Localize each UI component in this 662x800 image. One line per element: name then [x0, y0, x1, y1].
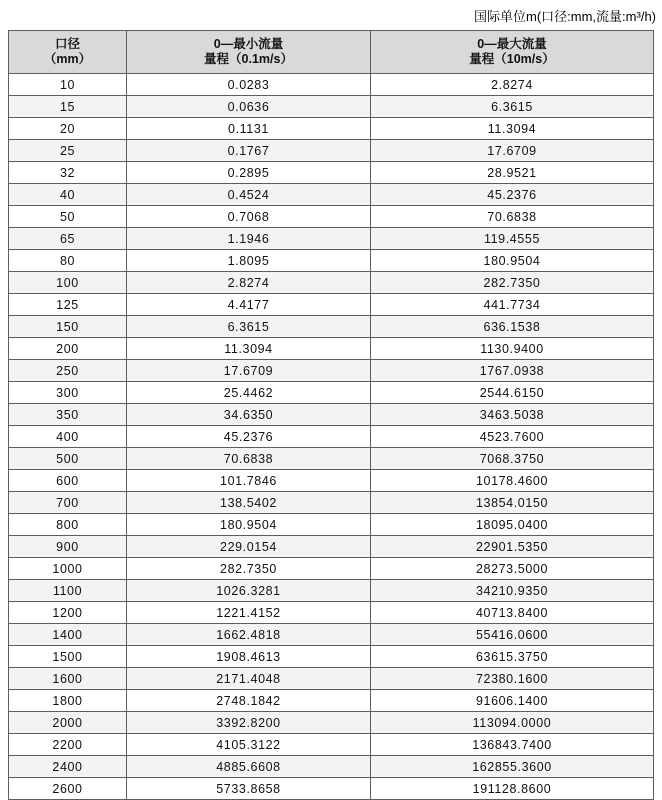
cell-max-flow: 91606.1400 [371, 690, 654, 712]
cell-min-flow: 25.4462 [127, 382, 371, 404]
cell-diameter: 20 [9, 118, 127, 140]
cell-max-flow: 45.2376 [371, 184, 654, 206]
cell-max-flow: 17.6709 [371, 140, 654, 162]
cell-diameter: 800 [9, 514, 127, 536]
column-header-min-flow-line2: 量程（0.1m/s） [204, 52, 293, 66]
cell-min-flow: 1221.4152 [127, 602, 371, 624]
cell-diameter: 1100 [9, 580, 127, 602]
table-row [9, 294, 654, 316]
cell-min-flow: 180.9504 [127, 514, 371, 536]
cell-min-flow: 4885.6608 [127, 756, 371, 778]
column-header-max-flow [371, 31, 654, 74]
cell-max-flow: 2.8274 [371, 74, 654, 96]
table-row [9, 558, 654, 580]
cell-max-flow: 10178.4600 [371, 470, 654, 492]
cell-max-flow: 63615.3750 [371, 646, 654, 668]
cell-diameter: 1800 [9, 690, 127, 712]
table-row [9, 206, 654, 228]
column-header-diameter [9, 31, 127, 74]
cell-diameter: 350 [9, 404, 127, 426]
cell-diameter: 32 [9, 162, 127, 184]
table-row [9, 514, 654, 536]
column-header-min-flow-line1: 0—最小流量 [213, 37, 284, 51]
cell-max-flow: 162855.3600 [371, 756, 654, 778]
table-row [9, 602, 654, 624]
cell-diameter: 1600 [9, 668, 127, 690]
flow-range-table [8, 30, 654, 800]
cell-max-flow: 11.3094 [371, 118, 654, 140]
table-row [9, 316, 654, 338]
cell-min-flow: 6.3615 [127, 316, 371, 338]
table-header-row [9, 31, 654, 74]
table-row [9, 382, 654, 404]
cell-min-flow: 0.0636 [127, 96, 371, 118]
cell-min-flow: 4105.3122 [127, 734, 371, 756]
cell-min-flow: 1662.4818 [127, 624, 371, 646]
table-row [9, 96, 654, 118]
cell-min-flow: 4.4177 [127, 294, 371, 316]
cell-diameter: 2400 [9, 756, 127, 778]
cell-max-flow: 1130.9400 [371, 338, 654, 360]
cell-min-flow: 1026.3281 [127, 580, 371, 602]
table-row [9, 184, 654, 206]
cell-diameter: 500 [9, 448, 127, 470]
cell-min-flow: 0.1767 [127, 140, 371, 162]
column-header-diameter-line1: 口径 [54, 37, 80, 51]
cell-min-flow: 1.8095 [127, 250, 371, 272]
table-row [9, 778, 654, 800]
cell-min-flow: 11.3094 [127, 338, 371, 360]
table-row [9, 272, 654, 294]
cell-max-flow: 180.9504 [371, 250, 654, 272]
cell-diameter: 100 [9, 272, 127, 294]
table-row [9, 734, 654, 756]
table-row [9, 756, 654, 778]
table-row [9, 162, 654, 184]
cell-diameter: 1000 [9, 558, 127, 580]
table-row [9, 668, 654, 690]
cell-diameter: 700 [9, 492, 127, 514]
table-body [9, 74, 654, 800]
cell-diameter: 25 [9, 140, 127, 162]
cell-min-flow: 0.4524 [127, 184, 371, 206]
table-row [9, 118, 654, 140]
cell-min-flow: 101.7846 [127, 470, 371, 492]
cell-max-flow: 40713.8400 [371, 602, 654, 624]
cell-min-flow: 0.1131 [127, 118, 371, 140]
table-row [9, 448, 654, 470]
cell-max-flow: 191128.8600 [371, 778, 654, 800]
cell-min-flow: 2748.1842 [127, 690, 371, 712]
cell-diameter: 50 [9, 206, 127, 228]
table-row [9, 646, 654, 668]
cell-diameter: 40 [9, 184, 127, 206]
cell-diameter: 2200 [9, 734, 127, 756]
cell-max-flow: 7068.3750 [371, 448, 654, 470]
table-row [9, 712, 654, 734]
cell-diameter: 10 [9, 74, 127, 96]
units-caption: 国际单位m(口径:mm,流量:m³/h) [474, 9, 656, 24]
cell-min-flow: 3392.8200 [127, 712, 371, 734]
cell-min-flow: 5733.8658 [127, 778, 371, 800]
cell-max-flow: 113094.0000 [371, 712, 654, 734]
table-row [9, 580, 654, 602]
cell-min-flow: 282.7350 [127, 558, 371, 580]
cell-max-flow: 136843.7400 [371, 734, 654, 756]
column-header-min-flow [127, 31, 371, 74]
column-header-diameter-line2: （mm） [43, 52, 92, 66]
table-row [9, 360, 654, 382]
cell-diameter: 2600 [9, 778, 127, 800]
cell-max-flow: 6.3615 [371, 96, 654, 118]
cell-diameter: 600 [9, 470, 127, 492]
cell-diameter: 125 [9, 294, 127, 316]
table-row [9, 690, 654, 712]
cell-diameter: 80 [9, 250, 127, 272]
cell-max-flow: 70.6838 [371, 206, 654, 228]
cell-max-flow: 72380.1600 [371, 668, 654, 690]
table-row [9, 140, 654, 162]
cell-min-flow: 1.1946 [127, 228, 371, 250]
column-header-max-flow-line2: 量程（10m/s） [469, 52, 555, 66]
table-row [9, 624, 654, 646]
cell-min-flow: 70.6838 [127, 448, 371, 470]
cell-min-flow: 1908.4613 [127, 646, 371, 668]
table-row [9, 470, 654, 492]
cell-max-flow: 282.7350 [371, 272, 654, 294]
cell-max-flow: 22901.5350 [371, 536, 654, 558]
column-header-max-flow-line1: 0—最大流量 [477, 37, 547, 51]
cell-diameter: 15 [9, 96, 127, 118]
cell-min-flow: 45.2376 [127, 426, 371, 448]
table-row [9, 536, 654, 558]
cell-min-flow: 0.0283 [127, 74, 371, 96]
cell-max-flow: 13854.0150 [371, 492, 654, 514]
table-row [9, 426, 654, 448]
cell-diameter: 300 [9, 382, 127, 404]
cell-min-flow: 229.0154 [127, 536, 371, 558]
cell-diameter: 400 [9, 426, 127, 448]
cell-min-flow: 34.6350 [127, 404, 371, 426]
cell-min-flow: 2.8274 [127, 272, 371, 294]
cell-min-flow: 0.7068 [127, 206, 371, 228]
cell-max-flow: 34210.9350 [371, 580, 654, 602]
table-row [9, 338, 654, 360]
cell-max-flow: 2544.6150 [371, 382, 654, 404]
table-row [9, 492, 654, 514]
cell-max-flow: 28.9521 [371, 162, 654, 184]
cell-diameter: 900 [9, 536, 127, 558]
cell-diameter: 200 [9, 338, 127, 360]
cell-min-flow: 17.6709 [127, 360, 371, 382]
table-header [9, 31, 654, 74]
cell-diameter: 65 [9, 228, 127, 250]
cell-diameter: 1200 [9, 602, 127, 624]
cell-diameter: 250 [9, 360, 127, 382]
cell-diameter: 1400 [9, 624, 127, 646]
cell-min-flow: 0.2895 [127, 162, 371, 184]
table-row [9, 228, 654, 250]
cell-max-flow: 119.4555 [371, 228, 654, 250]
cell-max-flow: 28273.5000 [371, 558, 654, 580]
cell-max-flow: 4523.7600 [371, 426, 654, 448]
cell-max-flow: 55416.0600 [371, 624, 654, 646]
cell-diameter: 2000 [9, 712, 127, 734]
cell-diameter: 150 [9, 316, 127, 338]
table-row [9, 74, 654, 96]
cell-max-flow: 18095.0400 [371, 514, 654, 536]
cell-diameter: 1500 [9, 646, 127, 668]
cell-max-flow: 636.1538 [371, 316, 654, 338]
cell-max-flow: 3463.5038 [371, 404, 654, 426]
table-row [9, 250, 654, 272]
table-row [9, 404, 654, 426]
cell-min-flow: 138.5402 [127, 492, 371, 514]
cell-max-flow: 441.7734 [371, 294, 654, 316]
cell-max-flow: 1767.0938 [371, 360, 654, 382]
cell-min-flow: 2171.4048 [127, 668, 371, 690]
